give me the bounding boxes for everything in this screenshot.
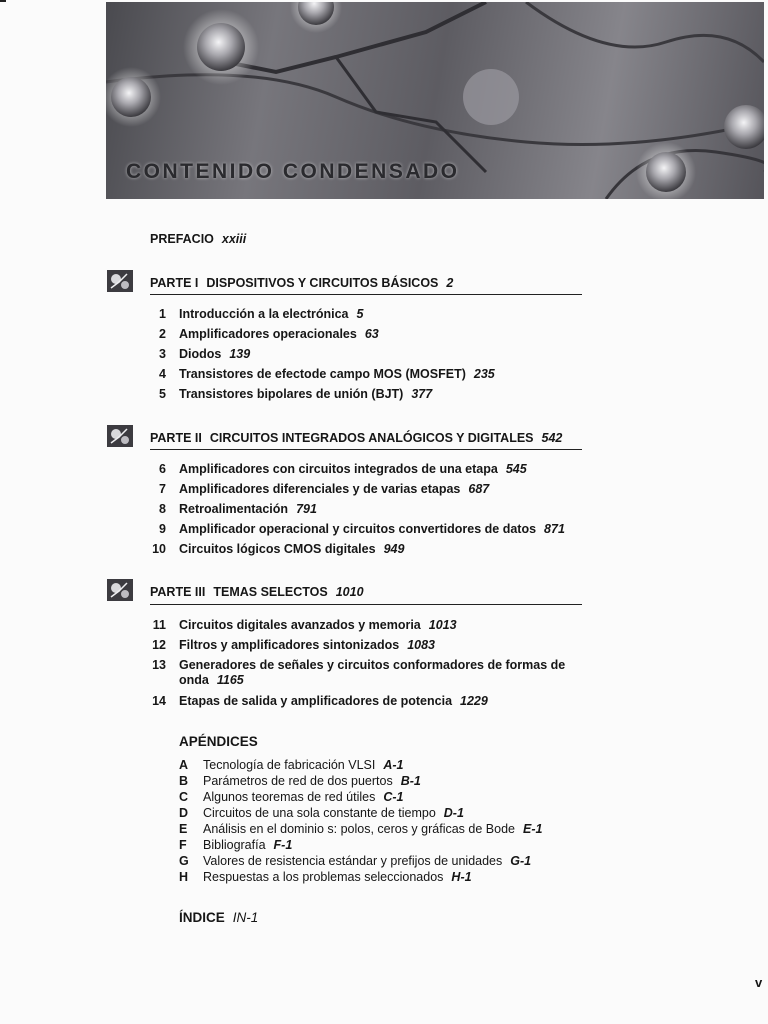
appendix-title: Circuitos de una sola constante de tiempo: [203, 806, 436, 820]
chapter-title: Transistores de efectode campo MOS (MOSFET): [179, 367, 466, 381]
chapter-page: 1083: [407, 638, 435, 652]
appendix-title: Parámetros de red de dos puertos: [203, 774, 393, 788]
chapter-number: 1: [159, 307, 166, 321]
appendix-letter: B: [179, 774, 189, 788]
preface-page: xxiii: [221, 232, 247, 246]
preface-label: PREFACIO: [150, 232, 214, 246]
chapter-title: Etapas de salida y amplificadores de potencia: [179, 694, 453, 708]
chapter-title: Circuitos digitales avanzados y memoria: [179, 618, 421, 632]
appendix-title: Respuestas a los problemas seleccionados: [203, 870, 444, 884]
chapter-page: 377: [411, 387, 433, 401]
appendix-title: Algunos teoremas de red útiles: [203, 790, 376, 804]
scan-corner-mark: [0, 0, 6, 2]
part-2-rule: [150, 449, 582, 450]
preface-entry: [150, 232, 246, 246]
appendix-letter: H: [179, 870, 189, 884]
chapter-entry: [179, 658, 589, 688]
chapter-page: 871: [544, 522, 565, 536]
appendix-page: B-1: [400, 774, 421, 788]
chapter-number: 9: [159, 522, 166, 536]
chapter-title: Amplificadores operacionales: [179, 327, 357, 341]
part-1-label: PARTE I: [150, 276, 199, 290]
index-page: IN-1: [232, 910, 259, 925]
part-2-heading: [150, 431, 562, 445]
chapter-number: 4: [159, 367, 166, 381]
chapter-title: Amplificadores con circuitos integrados de una etapa: [179, 462, 498, 476]
appendix-entry: [203, 838, 292, 852]
chapter-number: 13: [152, 658, 166, 672]
chapter-title: Amplificadores diferenciales y de varias etapas: [179, 482, 461, 496]
chapter-entry: [179, 542, 404, 556]
part-3-title: TEMAS SELECTOS: [213, 585, 328, 599]
appendices-heading: APÉNDICES: [179, 734, 258, 749]
part-icon: [107, 270, 133, 292]
chapter-entry: [179, 482, 489, 496]
page-number: v: [755, 975, 763, 990]
index-label: ÍNDICE: [179, 910, 225, 925]
chapter-page: 687: [468, 482, 490, 496]
appendix-page: C-1: [383, 790, 404, 804]
part-1-page: 2: [446, 276, 454, 290]
appendix-page: F-1: [273, 838, 293, 852]
chapter-page: 5: [356, 307, 364, 321]
chapter-title: Amplificador operacional y circuitos convertidores de datos: [179, 522, 537, 536]
chapter-entry: [179, 522, 565, 536]
part-3-label: PARTE III: [150, 585, 206, 599]
appendix-entry: [203, 758, 404, 772]
appendix-title: Bibliografía: [203, 838, 266, 852]
appendix-page: D-1: [443, 806, 464, 820]
chapter-number: 7: [159, 482, 166, 496]
chapter-number: 2: [159, 327, 166, 341]
appendix-page: E-1: [522, 822, 543, 836]
chapter-title: Circuitos lógicos CMOS digitales: [179, 542, 376, 556]
chapter-title: Transistores bipolares de unión (BJT): [179, 387, 404, 401]
appendix-letter: E: [179, 822, 188, 836]
appendix-letter: C: [179, 790, 189, 804]
chapter-page: 791: [296, 502, 317, 516]
appendix-letter: G: [179, 854, 189, 868]
part-icon: [107, 425, 133, 447]
appendix-entry: [203, 774, 421, 788]
chapter-number: 3: [159, 347, 166, 361]
chapter-entry: [179, 387, 432, 401]
chapter-number: 6: [159, 462, 166, 476]
part-1-heading: [150, 276, 453, 290]
chapter-page: 949: [383, 542, 405, 556]
appendix-letter: D: [179, 806, 189, 820]
chapter-page: 1229: [460, 694, 488, 708]
part-3-heading: [150, 585, 364, 599]
appendix-entry: [203, 806, 464, 820]
chapter-entry: [179, 327, 379, 341]
chapter-entry: [179, 502, 317, 516]
index-entry: [179, 910, 258, 925]
chapter-page: 139: [229, 347, 251, 361]
chapter-entry: [179, 694, 488, 708]
chapter-page: 545: [505, 462, 527, 476]
header-banner: [106, 2, 764, 199]
chapter-number: 5: [159, 387, 166, 401]
chapter-title: Generadores de señales y circuitos conformadores de formas de onda: [179, 658, 566, 687]
appendix-title: Valores de resistencia estándar y prefijos de unidades: [203, 854, 503, 868]
chapter-entry: [179, 307, 363, 321]
chapter-page: 63: [364, 327, 379, 341]
part-2-title: CIRCUITOS INTEGRADOS ANALÓGICOS Y DIGITALES: [209, 431, 534, 445]
chapter-number: 11: [152, 618, 166, 632]
appendix-title: Tecnología de fabricación VLSI: [203, 758, 376, 772]
chapter-entry: [179, 618, 457, 632]
appendix-title: Análisis en el dominio s: polos, ceros y gráficas de Bode: [203, 822, 515, 836]
part-2-page: 542: [541, 431, 563, 445]
chapter-page: 235: [473, 367, 495, 381]
appendix-letter: F: [179, 838, 187, 852]
chapter-entry: [179, 347, 250, 361]
chapter-title: Retroalimentación: [179, 502, 289, 516]
part-2-label: PARTE II: [150, 431, 202, 445]
appendix-entry: [203, 870, 472, 884]
appendix-letter: A: [179, 758, 189, 772]
part-1-rule: [150, 294, 582, 295]
part-icon: [107, 579, 133, 601]
chapter-title: Diodos: [179, 347, 222, 361]
chapter-entry: [179, 638, 435, 652]
chapter-number: 10: [152, 542, 166, 556]
appendix-entry: [203, 822, 542, 836]
appendix-page: A-1: [383, 758, 404, 772]
part-3-page: 1010: [335, 585, 364, 599]
chapter-page: 1013: [428, 618, 457, 632]
chapter-title: Introducción a la electrónica: [179, 307, 349, 321]
appendix-page: G-1: [510, 854, 532, 868]
part-1-title: DISPOSITIVOS Y CIRCUITOS BÁSICOS: [206, 276, 439, 290]
chapter-entry: [179, 462, 527, 476]
chapter-title: Filtros y amplificadores sintonizados: [179, 638, 400, 652]
chapter-number: 12: [152, 638, 166, 652]
appendix-entry: [203, 854, 531, 868]
appendix-entry: [203, 790, 403, 804]
chapter-page: 1165: [216, 673, 244, 687]
chapter-number: 8: [159, 502, 166, 516]
chapter-entry: [179, 367, 495, 381]
page-title: CONTENIDO CONDENSADO: [126, 160, 460, 183]
part-3-rule: [150, 604, 582, 605]
appendix-page: H-1: [451, 870, 472, 884]
chapter-number: 14: [152, 694, 166, 708]
